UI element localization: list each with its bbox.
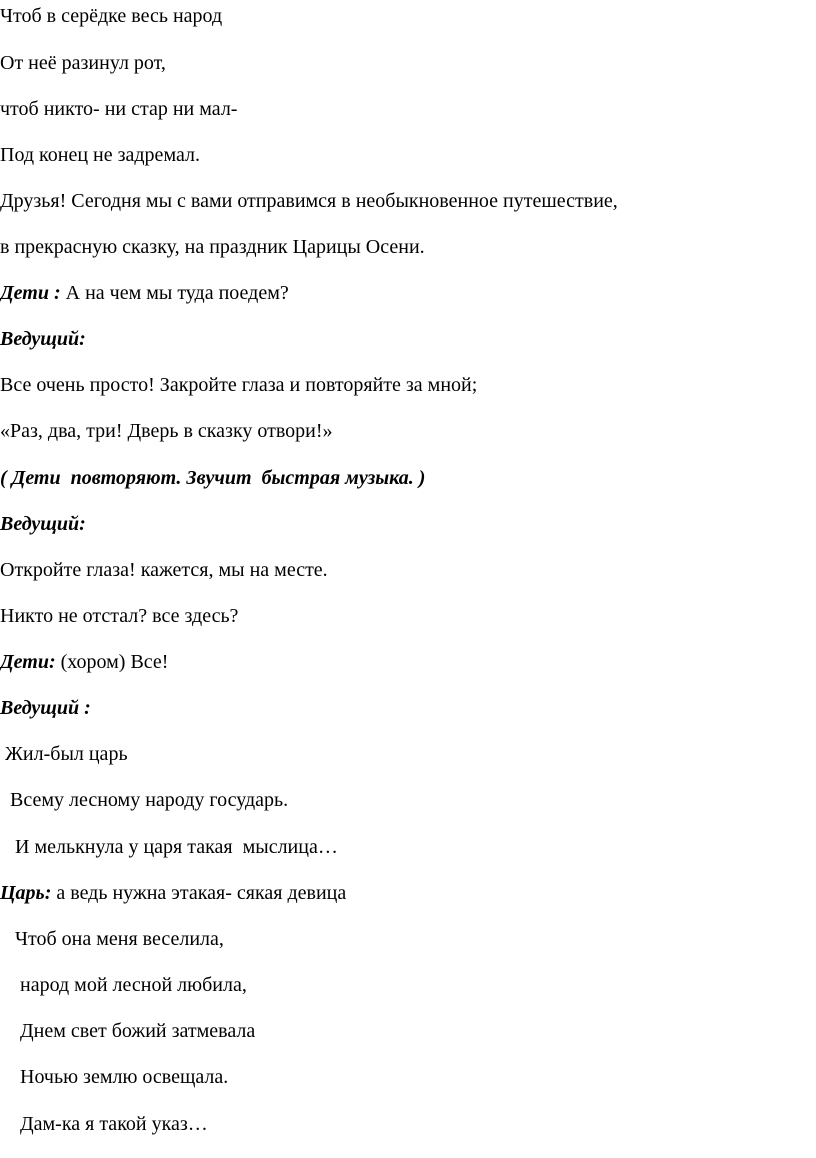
text-line <box>0 187 618 215</box>
text-line <box>0 49 166 77</box>
text-line <box>0 233 425 261</box>
text-line <box>0 417 333 445</box>
text-line <box>0 556 328 584</box>
line-text: Днем свет божий затмевала <box>0 1020 256 1042</box>
line-text: Под конец не задремал. <box>0 144 200 166</box>
line-text: И мелькнула у царя такая мыслица… <box>0 836 338 858</box>
line-text: Жил-был царь <box>0 743 128 765</box>
line-text: Чтоб она меня веселила, <box>0 928 224 950</box>
text-line <box>0 371 477 399</box>
line-text: а ведь нужна этакая- сякая девица <box>51 882 347 904</box>
speaker-label: Дети: <box>0 651 56 673</box>
dialogue-line <box>0 694 91 722</box>
text-line <box>0 971 247 999</box>
text-line <box>0 1017 255 1045</box>
line-text: Друзья! Сегодня мы с вами отправимся в необыкновенное путешествие, <box>0 190 618 212</box>
text-line <box>0 833 338 861</box>
text-line <box>0 740 128 768</box>
speaker-label: Ведущий: <box>0 513 86 535</box>
line-text: в прекрасную сказку, на праздник Царицы Осени. <box>0 236 425 258</box>
dialogue-line <box>0 325 86 353</box>
line-text: А на чем мы туда поедем? <box>60 282 289 304</box>
text-line <box>0 1063 228 1091</box>
stage-direction-text: ( Дети повторяют. Звучит быстрая музыка. ) <box>0 467 426 489</box>
speaker-label: Царь: <box>0 882 52 904</box>
text-line <box>0 925 224 953</box>
line-text: Откройте глаза! кажется, мы на месте. <box>0 559 328 581</box>
line-text: Всему лесному народу государь. <box>0 789 289 811</box>
line-text: Никто не отстал? все здесь? <box>0 605 239 627</box>
line-text: (хором) Все! <box>55 651 169 673</box>
dialogue-line <box>0 879 346 907</box>
text-line <box>0 1110 208 1138</box>
dialogue-line <box>0 510 86 538</box>
stage-direction <box>0 464 425 492</box>
text-line <box>0 786 288 814</box>
text-line <box>0 95 237 123</box>
dialogue-line <box>0 648 168 676</box>
line-text: Ночью землю освещала. <box>0 1066 229 1088</box>
line-text: Все очень просто! Закройте глаза и повторяйте за мной; <box>0 374 478 396</box>
line-text: От неё разинул рот, <box>0 52 166 74</box>
line-text: «Раз, два, три! Дверь в сказку отвори!» <box>0 420 333 442</box>
line-text: Чтоб в серёдке весь народ <box>0 5 223 27</box>
text-line <box>0 602 238 630</box>
speaker-label: Ведущий : <box>0 697 91 719</box>
text-line <box>0 141 200 169</box>
speaker-label: Ведущий: <box>0 328 86 350</box>
line-text: чтоб никто- ни стар ни мал- <box>0 98 238 120</box>
line-text: народ мой лесной любила, <box>0 974 247 996</box>
dialogue-line <box>0 279 289 307</box>
text-line <box>0 2 222 30</box>
speaker-label: Дети : <box>0 282 61 304</box>
line-text: Дам-ка я такой указ… <box>0 1113 208 1135</box>
